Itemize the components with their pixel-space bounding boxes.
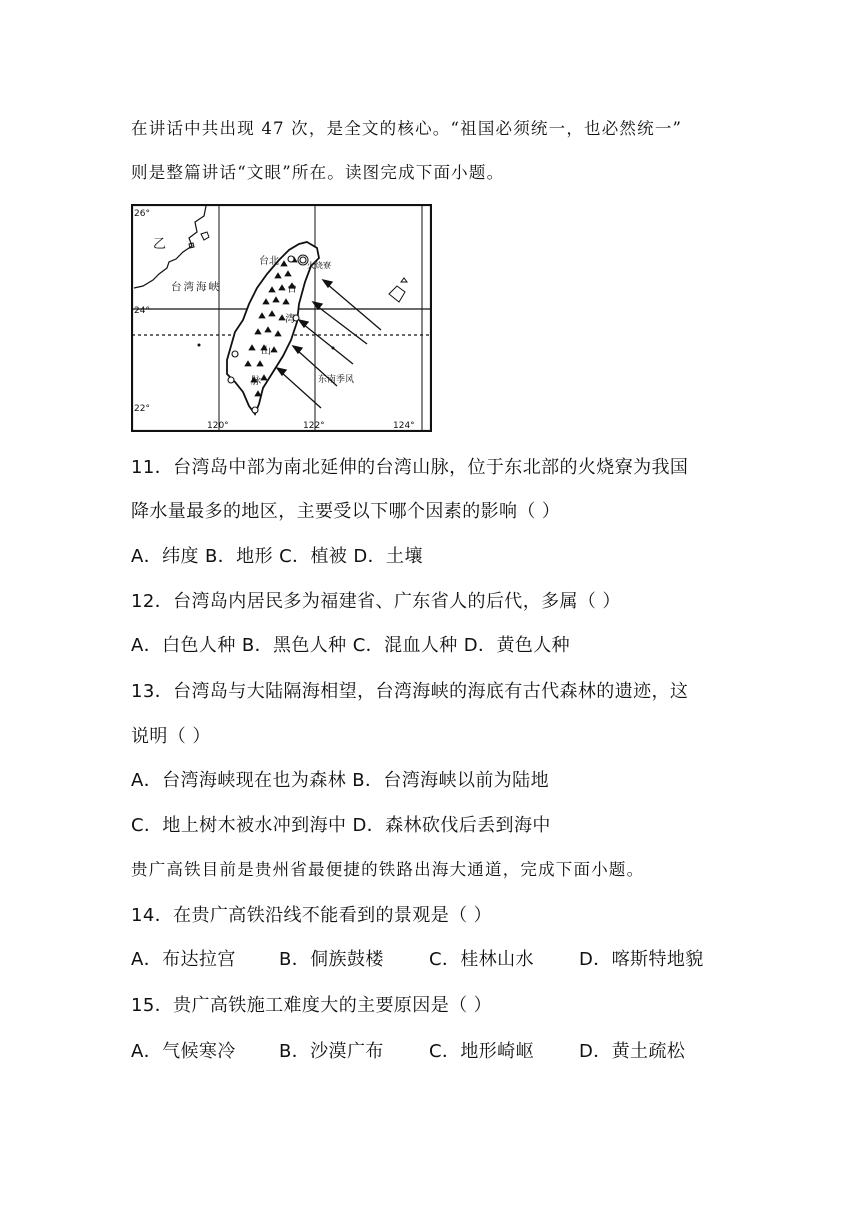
- q12-options: A．白色人种 B．黑色人种 C．混血人种 D．黄色人种: [131, 635, 571, 656]
- q13-options-line-2: C．地上树木被水冲到海中 D．森林砍伐后丢到海中: [131, 815, 551, 836]
- lon-label-122: 122°: [303, 421, 325, 431]
- lon-label-124: 124°: [393, 421, 415, 431]
- label-mountain-1: 台: [287, 284, 297, 295]
- intro2-line: 贵广高铁目前是贵州省最便捷的铁路出海大通道，完成下面小题。: [131, 860, 645, 879]
- lon-label-120: 120°: [207, 421, 229, 431]
- q14-option-d: D．喀斯特地貌: [579, 949, 704, 970]
- q11-options: A．纬度 B．地形 C．植被 D．土壤: [131, 546, 423, 567]
- label-yi: 乙: [153, 237, 167, 252]
- q12-stem: 12．台湾岛内居民多为福建省、广东省人的后代，多属（ ）: [131, 591, 621, 612]
- lat-label-26: 26°: [134, 209, 150, 219]
- q14-stem: 14．在贵广高铁沿线不能看到的景观是（ ）: [131, 905, 493, 926]
- q11-stem-line-2: 降水量最多的地区，主要受以下哪个因素的影响（ ）: [131, 501, 561, 522]
- intro-line-1: 在讲话中共出现 47 次，是全文的核心。“祖国必须统一，也必然统一”: [131, 119, 683, 138]
- penghu-dot: [198, 344, 201, 347]
- q15-option-b: B．沙漠广布: [279, 1041, 384, 1062]
- q15-option-a: A．气候寒冷: [131, 1041, 236, 1062]
- q15-option-c: C．地形崎岖: [429, 1041, 534, 1062]
- q13-stem-line-2: 说明（ ）: [131, 726, 211, 747]
- label-mountain-4: 脉: [251, 376, 261, 387]
- q14-option-c: C．桂林山水: [429, 949, 534, 970]
- label-monsoon: 东南季风: [318, 375, 355, 385]
- intro-line-2: 则是整篇讲话“文眼”所在。读图完成下面小题。: [131, 163, 505, 182]
- q15-stem: 15．贵广高铁施工难度大的主要原因是（ ）: [131, 995, 493, 1016]
- lat-label-22: 22°: [134, 404, 150, 414]
- taiwan-map: [131, 204, 432, 432]
- q15-option-d: D．黄土疏松: [579, 1041, 686, 1062]
- q13-options-line-1: A．台湾海峡现在也为森林 B．台湾海峡以前为陆地: [131, 770, 549, 791]
- q14-option-b: B．侗族鼓楼: [279, 949, 384, 970]
- q14-option-a: A．布达拉宫: [131, 949, 236, 970]
- label-strait: 台湾海峡: [171, 281, 221, 293]
- q15-options: [131, 1040, 685, 1064]
- q13-stem-line-1: 13．台湾岛与大陆隔海相望，台湾海峡的海底有古代森林的遗迹，这: [131, 681, 689, 702]
- q11-stem-line-1: 11．台湾岛中部为南北延伸的台湾山脉，位于东北部的火烧寮为我国: [131, 457, 689, 478]
- q14-options: [131, 948, 704, 972]
- label-mountain-3: 山: [261, 346, 271, 357]
- label-taipei: 台北: [259, 256, 279, 267]
- label-huoshaoliao: 火烧寮: [307, 261, 331, 270]
- label-mountain-2: 湾: [285, 314, 295, 325]
- lat-label-24: 24°: [134, 306, 150, 316]
